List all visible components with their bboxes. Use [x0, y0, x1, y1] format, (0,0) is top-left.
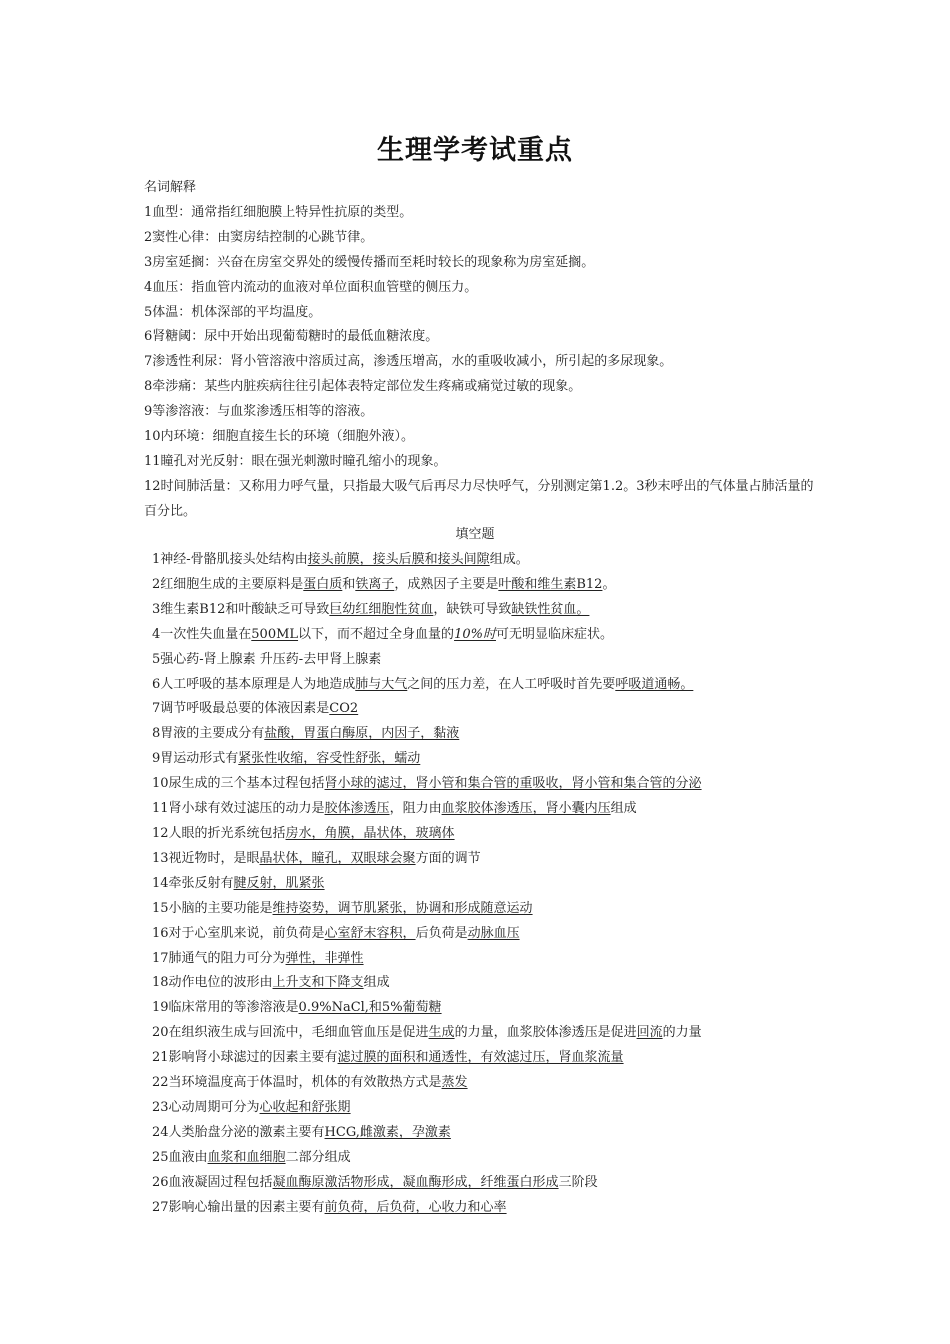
definition-item: 8牵涉痛：某些内脏疾病往往引起体表特定部位发生疼痛或痛觉过敏的现象。 — [144, 379, 582, 395]
question-text: 23心动周期可分为 — [152, 1099, 260, 1115]
question-text: 7调节呼吸最总要的体液因素是 — [152, 701, 330, 717]
question-text: 的力量，血浆胶体渗透压是促进 — [454, 1025, 637, 1041]
question-text: 1神经-骨骼肌接头处结构由 — [152, 552, 308, 567]
answer-blank: 前负荷，后负荷，心收力和心率 — [324, 1199, 507, 1215]
answer-blank: 滤过膜的面积和通透性，有效滤过压，肾血浆流量 — [337, 1050, 624, 1066]
answer-blank: 铁离子 — [355, 576, 395, 592]
answer-blank: 房水，角膜，晶状体，玻璃体 — [285, 825, 455, 841]
fill-in-item — [152, 971, 822, 996]
question-text: 8胃液的主要成分有 — [152, 726, 265, 742]
definition-item: 11瞳孔对光反射：眼在强光刺激时瞳孔缩小的现象。 — [144, 453, 447, 469]
definition-item: 3房室延搁：兴奋在房室交界处的缓慢传播而至耗时较长的现象称为房室延搁。 — [144, 254, 595, 270]
question-text: 3维生素B12和叶酸缺乏可导致 — [152, 601, 330, 617]
question-text: 25血液由 — [152, 1149, 208, 1165]
answer-blank: 接头前膜，接头后膜和接头间隙 — [307, 552, 490, 567]
question-text: 17肺通气的阻力可分为 — [152, 950, 286, 966]
answer-blank: 血浆和血细胞 — [207, 1149, 286, 1165]
fill-in-item — [152, 548, 822, 573]
fill-in-item — [152, 1196, 822, 1221]
fill-in-item — [152, 897, 822, 922]
answer-blank: 血浆胶体渗透压，肾小囊内压 — [441, 801, 611, 817]
question-text: 方面的调节 — [415, 850, 481, 866]
question-text: 11肾小球有效过滤压的动力是 — [152, 801, 325, 817]
answer-blank: 凝血酶原激活物形成，凝血酶形成，纤维蛋白形成 — [272, 1174, 559, 1190]
question-text: 组成。 — [489, 552, 529, 567]
question-text: 9胃运动形式有 — [152, 751, 239, 767]
fill-in-item — [152, 996, 822, 1021]
question-text: 15小脑的主要功能是 — [152, 900, 273, 916]
answer-blank: 肾小球的滤过，肾小管和集合管的重吸收，肾小管和集合管的分泌 — [324, 776, 702, 792]
question-text: 4一次性失血量在 — [152, 626, 252, 642]
definition-item: 5体温：机体深部的平均温度。 — [144, 304, 322, 320]
answer-blank: 蒸发 — [441, 1075, 468, 1091]
fill-in-item — [152, 697, 822, 722]
answer-blank: 0.9%NaCl,和5%葡萄糖 — [298, 1000, 442, 1016]
question-text: ，缺铁可导致 — [433, 601, 512, 617]
fill-in-item — [152, 1146, 822, 1171]
answer-blank: 弹性，非弹性 — [285, 950, 364, 966]
fill-in-item — [152, 648, 822, 673]
definition-item: 2窦性心律：由窦房结控制的心跳节律。 — [144, 229, 374, 245]
fill-in-item — [152, 847, 822, 872]
question-text: 13视近物时，是眼 — [152, 850, 260, 866]
question-text: 26血液凝固过程包括 — [152, 1174, 273, 1190]
fill-in-item — [152, 1046, 822, 1071]
definitions-section — [144, 176, 816, 525]
question-text: 14牵张反射有 — [152, 875, 234, 891]
definition-item: 12时间肺活量：又称用力呼气量，只指最大吸气后再尽力尽快呼气，分别测定第1.2。3秒末呼出的气体量占肺活量的百分比。 — [144, 478, 814, 519]
answer-blank: 上升支和下降支 — [272, 975, 364, 991]
fill-in-item — [152, 1096, 822, 1121]
question-text: 可无明显临床症状。 — [495, 626, 613, 642]
definitions-heading: 名词解释 — [144, 180, 197, 195]
answer-blank: 紧张性收缩，容受性舒张，蠕动 — [238, 751, 421, 767]
answer-blank: 回流 — [636, 1025, 663, 1041]
question-text: 24人类胎盘分泌的激素主要有 — [152, 1124, 325, 1140]
fill-in-section — [152, 548, 822, 1220]
question-text: 之间的压力差，在人工呼吸时首先要 — [407, 676, 616, 692]
fill-in-item — [152, 598, 822, 623]
question-text: 5强心药-肾上腺素 升压药-去甲肾上腺素 — [152, 651, 382, 667]
answer-blank: CO2 — [329, 701, 359, 717]
fill-in-item — [152, 772, 822, 797]
question-text: 18动作电位的波形由 — [152, 975, 273, 991]
question-text: 组成 — [363, 975, 390, 991]
definition-item: 10内环境：细胞直接生长的环境（细胞外液）。 — [144, 429, 415, 445]
question-text: 2红细胞生成的主要原料是 — [152, 576, 304, 592]
fill-in-item — [152, 623, 822, 648]
fill-in-item — [152, 922, 822, 947]
answer-blank: 动脉血压 — [467, 925, 520, 941]
answer-blank: 盐酸，胃蛋白酶原，内因子，黏液 — [264, 726, 460, 742]
fill-in-heading: 填空题 — [455, 527, 495, 542]
fill-in-item — [152, 673, 822, 698]
answer-blank: 蛋白质 — [303, 576, 343, 592]
question-text: 22当环境温度高于体温时，机体的有效散热方式是 — [152, 1075, 442, 1091]
question-text: ，阻力由 — [389, 801, 442, 817]
question-text: 19临床常用的等渗溶液是 — [152, 1000, 299, 1016]
document-title: 生理学考试重点 — [377, 135, 573, 166]
question-text: 后负荷是 — [415, 925, 468, 941]
fill-in-item — [152, 872, 822, 897]
question-text: 组成 — [610, 801, 637, 817]
definition-item: 4血压：指血管内流动的血液对单位面积血管壁的侧压力。 — [144, 279, 478, 295]
definition-item: 9等渗溶液：与血浆渗透压相等的溶液。 — [144, 404, 374, 420]
answer-blank: 巨幼红细胞性贫血 — [329, 601, 434, 617]
fill-in-item — [152, 822, 822, 847]
fill-in-item — [152, 1121, 822, 1146]
fill-in-item — [152, 947, 822, 972]
answer-blank: 缺铁性贫血。 — [511, 601, 590, 617]
fill-in-item — [152, 722, 822, 747]
question-text: 20在组织液生成与回流中，毛细血管血压是促进 — [152, 1025, 429, 1041]
definition-item: 7渗透性利尿：肾小管溶液中溶质过高，渗透压增高，水的重吸收减小，所引起的多尿现象。 — [144, 354, 673, 370]
answer-blank: 500ML — [251, 626, 299, 642]
fill-in-item — [152, 573, 822, 598]
question-text: 6人工呼吸的基本原理是人为地造成 — [152, 676, 356, 692]
question-text: 16对于心室肌来说，前负荷是 — [152, 925, 325, 941]
question-text: 和 — [342, 576, 356, 592]
answer-blank: 腱反射，肌紧张 — [233, 875, 325, 891]
fill-in-item — [152, 747, 822, 772]
question-text: 三阶段 — [558, 1174, 598, 1190]
question-text: 以下，而不超过全身血量的 — [298, 626, 455, 642]
question-text: 12人眼的折光系统包括 — [152, 825, 286, 841]
answer-blank: 心室舒末容积， — [324, 925, 416, 941]
question-text: 21影响肾小球滤过的因素主要有 — [152, 1050, 338, 1066]
definition-item: 1血型：通常指红细胞膜上特异性抗原的类型。 — [144, 204, 413, 220]
answer-blank: 肺与大气 — [355, 676, 408, 692]
fill-in-item — [152, 797, 822, 822]
answer-blank: 10%时 — [454, 626, 496, 642]
answer-blank: 晶状体，瞳孔，双眼球会聚 — [259, 850, 416, 866]
fill-in-item — [152, 1071, 822, 1096]
question-text: 27影响心输出量的因素主要有 — [152, 1199, 325, 1215]
question-text: ，成熟因子主要是 — [394, 576, 499, 592]
answer-blank: 胶体渗透压 — [324, 801, 390, 817]
question-text: 的力量 — [662, 1025, 702, 1041]
question-text: 10尿生成的三个基本过程包括 — [152, 776, 325, 792]
answer-blank: 呼吸道通畅。 — [615, 676, 694, 692]
answer-blank: 维持姿势，调节肌紧张，协调和形成随意运动 — [272, 900, 533, 916]
answer-blank: 生成 — [428, 1025, 455, 1041]
fill-in-item — [152, 1171, 822, 1196]
definition-item: 6肾糖阈：尿中开始出现葡萄糖时的最低血糖浓度。 — [144, 329, 439, 345]
answer-blank: 叶酸和维生素B12 — [498, 576, 603, 592]
fill-in-item — [152, 1021, 822, 1046]
answer-blank: 心收起和舒张期 — [259, 1099, 351, 1115]
answer-blank: HCG,雌激素，孕激素 — [324, 1124, 451, 1140]
question-text: 。 — [602, 576, 616, 592]
question-text: 二部分组成 — [285, 1149, 351, 1165]
